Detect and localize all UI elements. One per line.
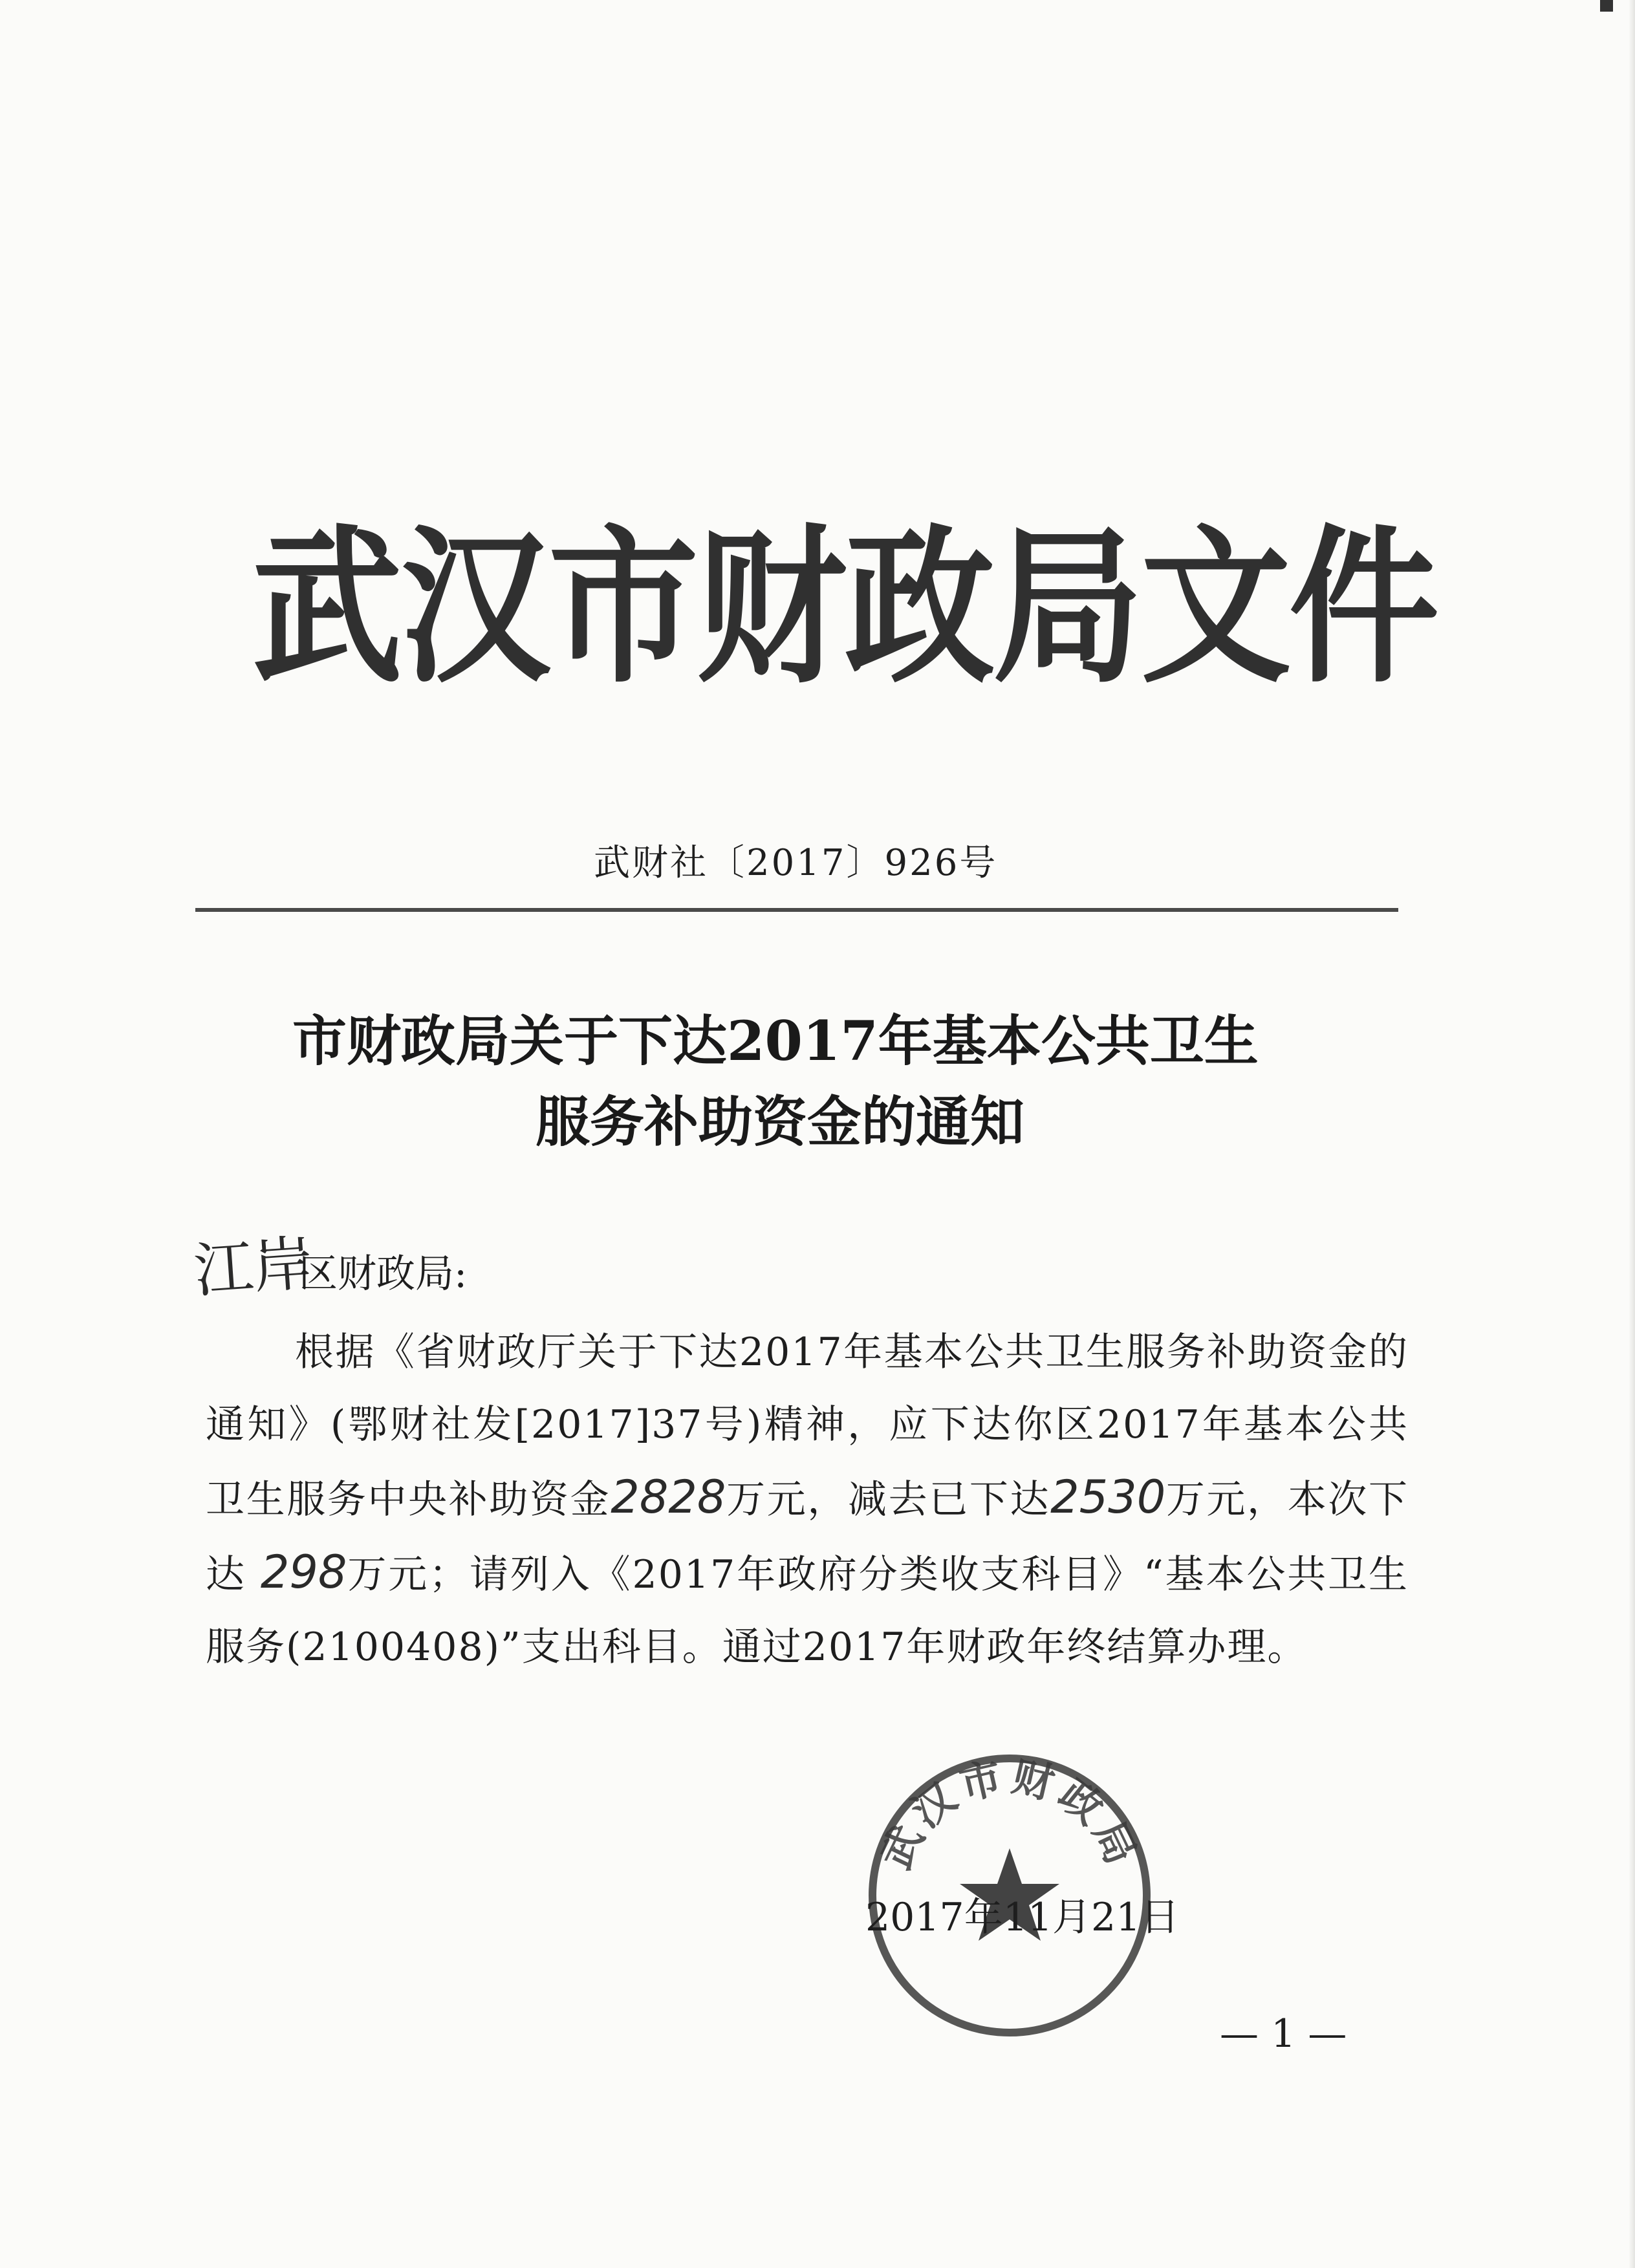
handwritten-amount-issued: 2530 bbox=[1050, 1471, 1166, 1524]
body-text-part-2: 万元，减去已下达 bbox=[726, 1477, 1051, 1522]
document-number: 武财社〔2017〕926号 bbox=[594, 842, 998, 884]
body-text-part-3: 万元，本次下达 bbox=[206, 1477, 1409, 1597]
handwritten-amount-total: 2828 bbox=[611, 1471, 726, 1524]
handwritten-amount-now: 298 bbox=[260, 1546, 347, 1599]
document-masthead: 武汉市财政局文件 bbox=[252, 510, 1438, 706]
page-number: — 1 — bbox=[1220, 2011, 1347, 2057]
seal-text: 武汉市财政局 bbox=[871, 1752, 1148, 1877]
body-text-part-1: 根据《省财政厅关于下达2017年基本公共卫生服务补助资金的通知》(鄂财社发[2017]37号)精神，应下达你区2017年基本公共卫生服务中央补助资金 bbox=[206, 1330, 1409, 1522]
body-paragraph bbox=[206, 1316, 1409, 1683]
scan-corner-mark bbox=[1600, 0, 1613, 12]
document-date: 2017年11月21日 bbox=[865, 1895, 1180, 1940]
scan-edge bbox=[1629, 0, 1635, 2268]
document-title-line-2: 服务补助资金的通知 bbox=[536, 1090, 1025, 1154]
header-divider bbox=[195, 908, 1398, 912]
body-text-part-4: 万元；请列入《2017年政府分类收支科目》“基本公共卫生服务(2100408)”支出科目。通过2017年财政年终结算办理。 bbox=[206, 1552, 1409, 1670]
recipient-label: 区财政局: bbox=[299, 1251, 468, 1297]
document-title-line-1: 市财政局关于下达2017年基本公共卫生 bbox=[292, 1009, 1259, 1073]
recipient-handwritten: 江岸 bbox=[191, 1228, 316, 1306]
